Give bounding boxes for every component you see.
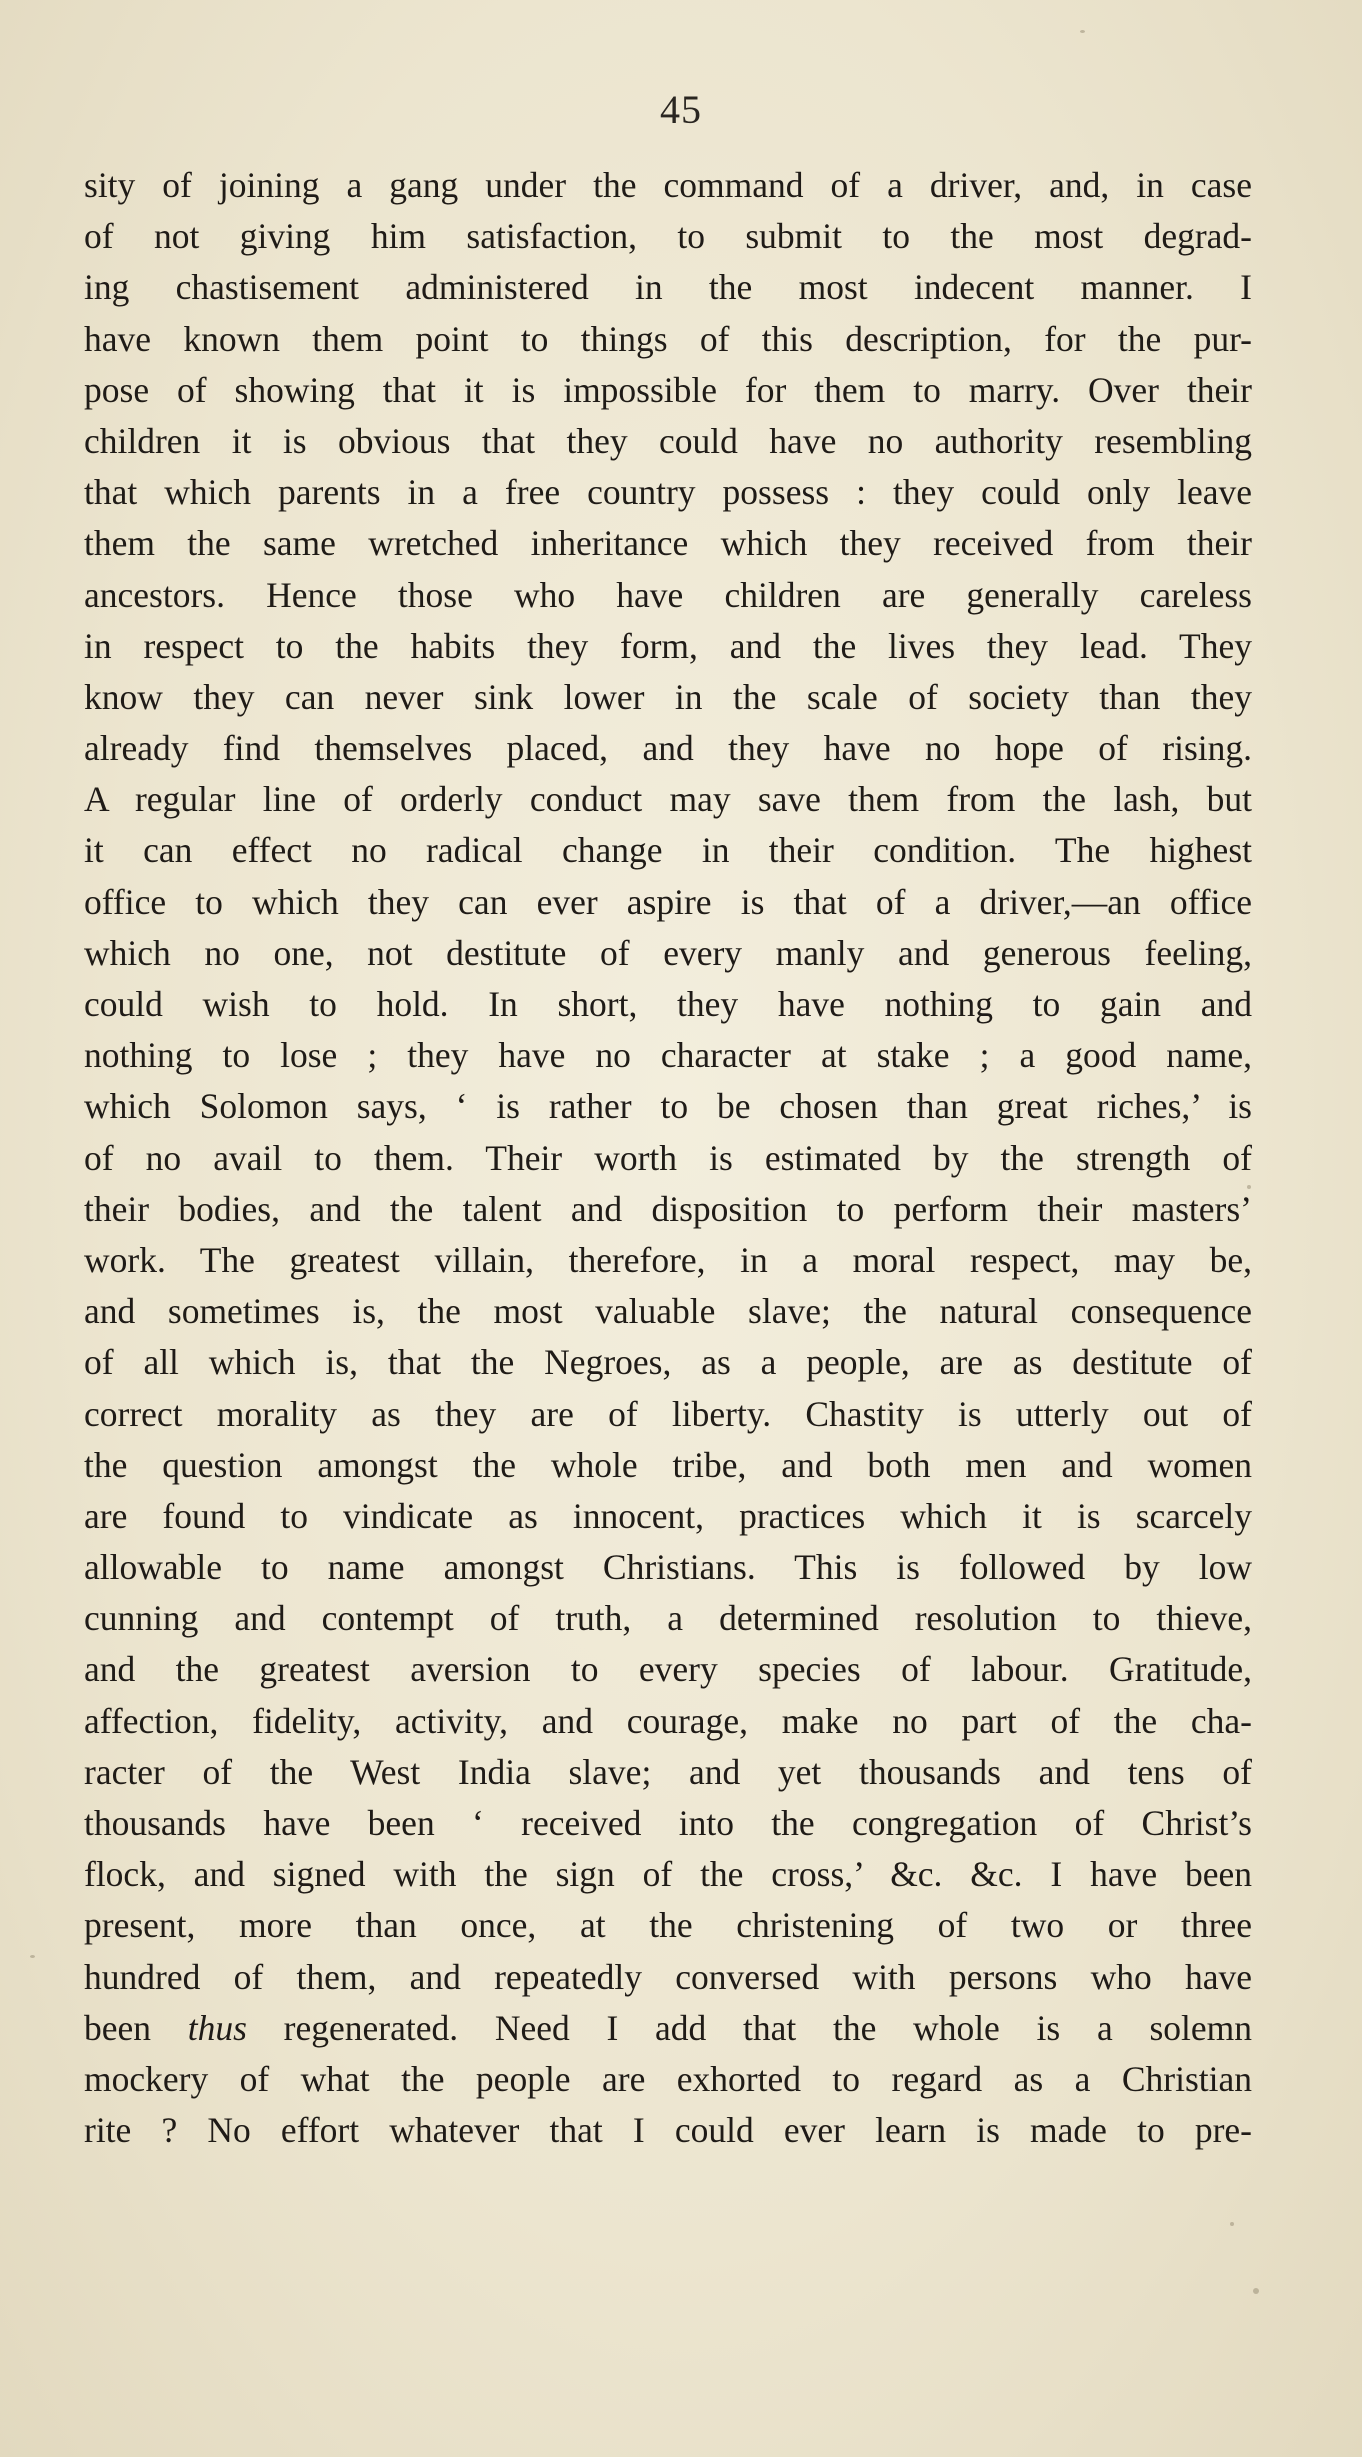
text-line: that which parents in a free country possess : they could only leave xyxy=(84,472,1252,513)
text-line: ancestors. Hence those who have children are generally careless xyxy=(84,574,1252,615)
body-text xyxy=(84,160,1252,2156)
text-line: cunning and contempt of truth, a determined resolution to thieve, xyxy=(84,1598,1252,1639)
page-number: 45 xyxy=(660,87,702,132)
text-line: already find themselves placed, and they have no hope of rising. xyxy=(84,728,1252,769)
paper-speck xyxy=(1230,2222,1234,2226)
text-line: work. The greatest villain, therefore, in a moral respect, may be, xyxy=(84,1239,1252,1280)
text-line: racter of the West India slave; and yet thousands and tens of xyxy=(84,1751,1252,1792)
text-line: it can effect no radical change in their condition. The highest xyxy=(84,830,1252,871)
text-line: sity of joining a gang under the command of a driver, and, in case xyxy=(84,165,1252,205)
text-line: correct morality as they are of liberty. Chastity is utterly out of xyxy=(84,1393,1252,1434)
text-line: which Solomon says, ‘ is rather to be chosen than great riches,’ is xyxy=(84,1086,1252,1127)
text-line: are found to vindicate as innocent, practices which it is scarcely xyxy=(84,1495,1252,1536)
paper-speck xyxy=(1253,2288,1259,2294)
text-line: thousands have been ‘ received into the congregation of Christ’s xyxy=(84,1803,1252,1843)
text-line: have known them point to things of this description, for the pur- xyxy=(84,318,1252,359)
text-line: and sometimes is, the most valuable slave; the natural consequence xyxy=(84,1291,1252,1332)
line-segment: regenerated. Need I add that the whole is a solemn xyxy=(246,2007,1252,2048)
text-line-with-italic xyxy=(84,2003,1252,2054)
text-line: allowable to name amongst Christians. This is followed by low xyxy=(84,1547,1252,1588)
text-line: pose of showing that it is impossible for them to marry. Over their xyxy=(84,369,1252,410)
text-line: rite ? No effort whatever that I could ever learn is made to pre- xyxy=(84,2110,1252,2151)
text-line: of not giving him satisfaction, to submit to the most degrad- xyxy=(84,216,1252,257)
paper-speck xyxy=(1080,30,1085,33)
text-line: and the greatest aversion to every species of labour. Gratitude, xyxy=(84,1649,1252,1690)
text-line: in respect to the habits they form, and the lives they lead. They xyxy=(84,625,1252,666)
text-line: ing chastisement administered in the most indecent manner. I xyxy=(84,267,1252,308)
text-line: office to which they can ever aspire is that of a driver,—an office xyxy=(84,881,1252,922)
paper-speck xyxy=(30,1955,35,1958)
text-line: flock, and signed with the sign of the cross,’ &c. &c. I have been xyxy=(84,1854,1252,1895)
text-line: mockery of what the people are exhorted to regard as a Christian xyxy=(84,2058,1252,2099)
text-line: children it is obvious that they could have no authority resembling xyxy=(84,420,1252,461)
italic-word: thus xyxy=(187,2007,247,2048)
text-line: nothing to lose ; they have no character at stake ; a good name, xyxy=(84,1035,1252,1076)
text-line: of no avail to them. Their worth is estimated by the strength of xyxy=(84,1137,1252,1178)
text-line: them the same wretched inheritance which they received from their xyxy=(84,523,1252,564)
text-line: A regular line of orderly conduct may save them from the lash, but xyxy=(84,779,1252,820)
text-line: their bodies, and the talent and disposition to perform their masters’ xyxy=(84,1188,1252,1229)
text-line: could wish to hold. In short, they have nothing to gain and xyxy=(84,984,1252,1024)
text-line: affection, fidelity, activity, and courage, make no part of the cha- xyxy=(84,1700,1252,1741)
text-line: present, more than once, at the christening of two or three xyxy=(84,1905,1252,1946)
text-line: know they can never sink lower in the scale of society than they xyxy=(84,676,1252,717)
paper-speck xyxy=(1247,1185,1251,1189)
text-line: the question amongst the whole tribe, and both men and women xyxy=(84,1444,1252,1485)
text-line: hundred of them, and repeatedly conversed with persons who have xyxy=(84,1956,1252,1997)
line-segment: been xyxy=(84,2007,188,2048)
text-line: of all which is, that the Negroes, as a people, are as destitute of xyxy=(84,1342,1252,1383)
text-line: which no one, not destitute of every manly and generous feeling, xyxy=(84,932,1252,973)
